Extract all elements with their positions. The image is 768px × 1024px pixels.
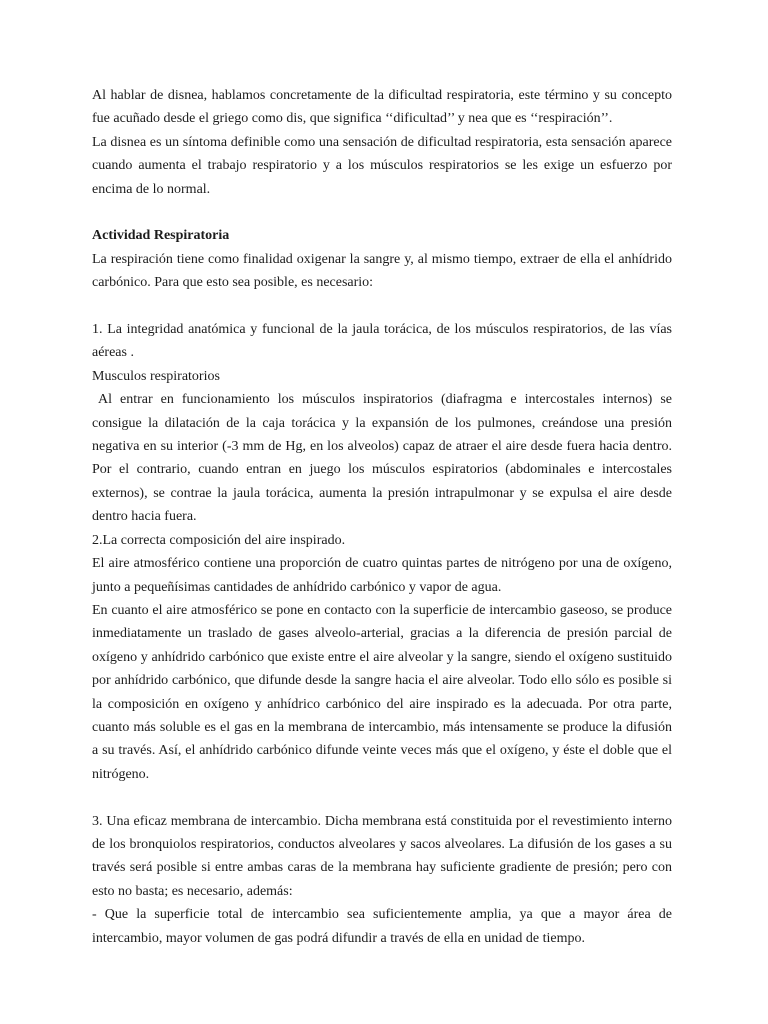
gas-exchange-paragraph: En cuanto el aire atmosférico se pone en contacto con la superficie de intercambio gaseoso, se produce inmediatamente un traslado de gases alveolo-arterial, gracias a la diferencia de presión parcial de oxígeno y anhídrido carbónico que existe entre el aire alveolar y la sangre, siendo el oxígeno sustituido por anhídrido carbónico, que difunde desde la sangre hacia el aire alveolar. Todo ello sólo es posible si la composición en oxígeno y anhídrico carbónico del aire inspirado es la adecuada. Por otra parte, cuanto más soluble es el gas en la membrana de intercambio, más intensamente se produce la difusión a su través. Así, el anhídrido carbónico difunde veinte veces más que el oxígeno, y éste el doble que el nitrógeno. [92, 602, 672, 782]
paragraph-spacer [92, 201, 672, 224]
respiration-purpose-paragraph: La respiración tiene como finalidad oxigenar la sangre y, al mismo tiempo, extraer de ella el anhídrido carbónico. Para que esto sea posible, es necesario: [92, 251, 672, 291]
paragraph-spacer [92, 295, 672, 318]
intro-paragraph: Al hablar de disnea, hablamos concretamente de la dificultad respiratoria, este término y su concepto fue acuñado desde el griego como dis, que significa ‘‘dificultad’’ y nea que es ‘‘respiración’’. [92, 88, 672, 127]
section-heading: Actividad Respiratoria [92, 228, 230, 244]
item-3-paragraph: 3. Una eficaz membrana de intercambio. Dicha membrana está constituida por el revestimiento interno de los bronquiolos respiratorios, conductos alveolares y sacos alveolares. La difusión de los gases a su través será posible si entre ambas caras de la membrana hay suficiente gradiente de presión; pero con esto no basta; es necesario, además: [92, 813, 672, 899]
paragraph-spacer [92, 786, 672, 809]
document-body [92, 84, 672, 950]
air-composition-paragraph: El aire atmosférico contiene una proporción de cuatro quintas partes de nitrógeno por una de oxígeno, junto a pequeñísimas cantidades de anhídrido carbónico y vapor de agua. [92, 556, 672, 595]
surface-area-paragraph: - Que la superficie total de intercambio sea suficientemente amplia, ya que a mayor área de intercambio, mayor volumen de gas podrá difundir a través de ella en unidad de tiempo. [92, 907, 672, 946]
muscles-paragraph: Al entrar en funcionamiento los músculos inspiratorios (diafragma e intercostales internos) se consigue la dilatación de la caja torácica y la expansión de los pulmones, creándose una presión negativa en su interior (-3 mm de Hg, en los alveolos) capaz de atraer el aire desde fuera hacia dentro. Por el contrario, cuando entran en juego los músculos espiratorios (abdominales e intercostales externos), se contrae la jaula torácica, aumenta la presión intrapulmonar y se expulsa el aire desde dentro hacia fuera. [92, 392, 672, 525]
dyspnea-definition-paragraph: La disnea es un síntoma definible como una sensación de dificultad respiratoria, esta sensación aparece cuando aumenta el trabajo respiratorio y a los músculos respiratorios se les exige un esfuerzo por encima de lo normal. [92, 134, 672, 197]
item-2-paragraph: 2.La correcta composición del aire inspirado. [92, 532, 346, 548]
item-1-paragraph: 1. La integridad anatómica y funcional de la jaula torácica, de los músculos respiratorios, de las vías aéreas . [92, 322, 672, 361]
muscles-subheading: Musculos respiratorios [92, 368, 220, 384]
